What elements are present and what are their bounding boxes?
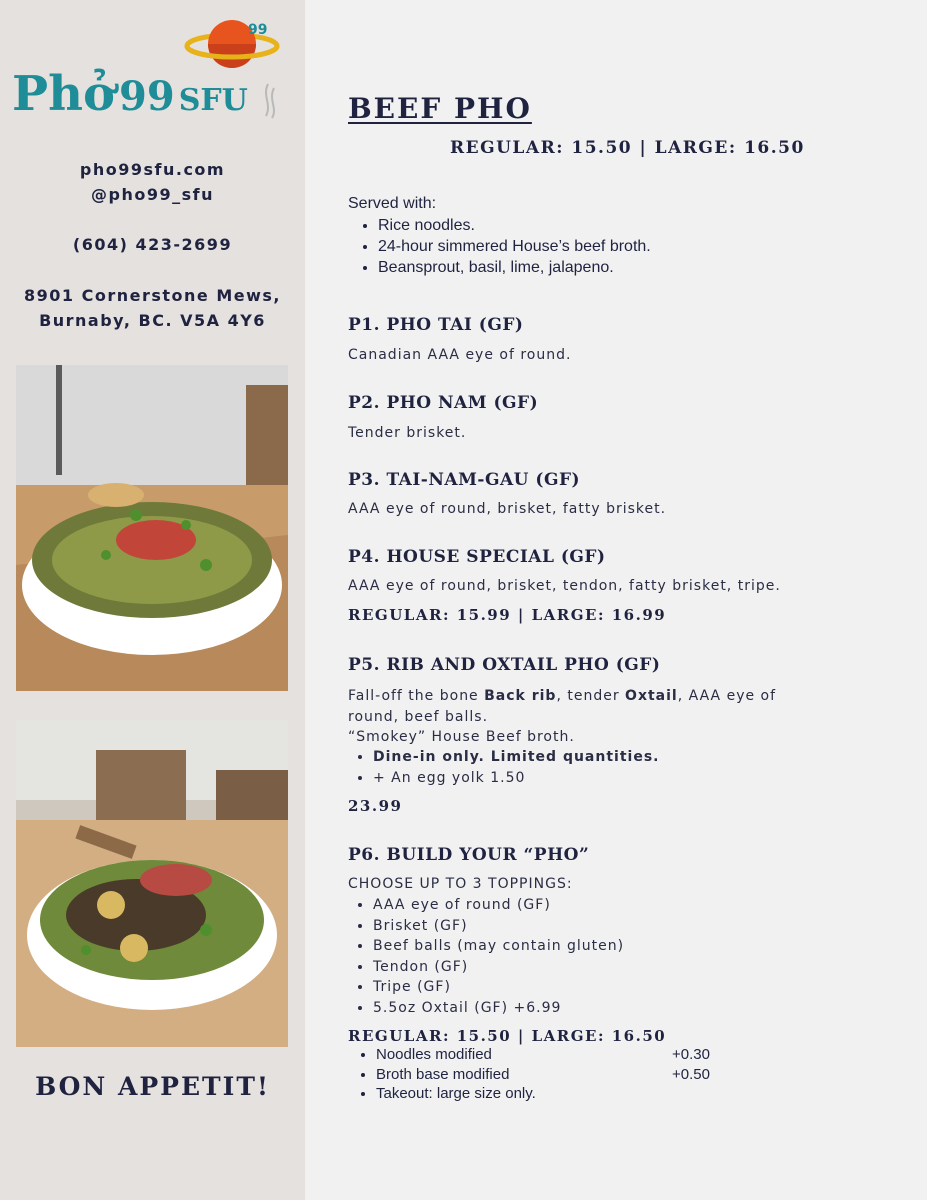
back-rib-emphasis: Back rib	[484, 688, 557, 704]
list-item: • Brisket (GF)	[373, 916, 624, 937]
menu-panel	[305, 0, 927, 1200]
sidebar	[0, 0, 305, 1200]
logo-99: 99	[119, 73, 175, 120]
logo-sfu: SFU	[178, 83, 248, 118]
list-item: • Broth base modified +0.50	[376, 1065, 706, 1085]
item-p1-desc: Canadian AAA eye of round.	[348, 347, 572, 363]
item-p1-title: P1. PHO TAI (GF)	[348, 315, 524, 335]
item-p5-price: 23.99	[348, 797, 403, 815]
oxtail-emphasis: Oxtail	[625, 688, 678, 704]
item-p4-desc: AAA eye of round, brisket, tendon, fatty brisket, tripe.	[348, 578, 781, 594]
bon-appetit: BON APPETIT!	[35, 1072, 270, 1101]
item-p5-title: P5. RIB AND OXTAIL PHO (GF)	[348, 655, 661, 675]
list-item: • Dine-in only. Limited quantities.	[373, 747, 659, 768]
item-p2-desc: Tender brisket.	[348, 425, 467, 441]
list-item: • + An egg yolk 1.50	[373, 768, 659, 789]
item-p6-title: P6. BUILD YOUR “PHO”	[348, 845, 590, 865]
address-line-2: Burnaby, BC. V5A 4Y6	[39, 311, 266, 330]
served-with	[348, 195, 651, 278]
base-price: REGULAR: 15.50 | LARGE: 16.50	[450, 138, 805, 158]
item-p2-title: P2. PHO NAM (GF)	[348, 393, 539, 413]
website: pho99sfu.com	[79, 160, 226, 179]
list-item: • Rice noodles.	[378, 215, 651, 236]
item-p6-modifiers	[348, 1045, 710, 1104]
pho-bowl-photo-1	[16, 365, 288, 691]
social-handle: @pho99_sfu	[91, 185, 214, 204]
item-p5-notes	[348, 747, 659, 788]
list-item: • Takeout: large size only.	[376, 1084, 706, 1104]
list-item: • Beansprout, basil, lime, jalapeno.	[378, 257, 651, 278]
restaurant-logo	[10, 18, 285, 128]
item-p6-price: REGULAR: 15.50 | LARGE: 16.50	[348, 1027, 667, 1045]
item-p6-toppings	[348, 895, 624, 1018]
logo-wordmark	[12, 66, 248, 122]
item-p6-choose: CHOOSE UP TO 3 TOPPINGS:	[348, 876, 573, 892]
list-item: • 5.5oz Oxtail (GF) +6.99	[373, 998, 624, 1019]
list-item: • 24-hour simmered House’s beef broth.	[378, 236, 651, 257]
svg-text:99: 99	[248, 22, 268, 38]
item-p3-title: P3. TAI-NAM-GAU (GF)	[348, 470, 581, 490]
phone-number: (604) 423-2699	[72, 235, 233, 254]
item-p4-title: P4. HOUSE SPECIAL (GF)	[348, 547, 606, 567]
list-item: • Tendon (GF)	[373, 957, 624, 978]
list-item: • Beef balls (may contain gluten)	[373, 936, 624, 957]
item-p4-price: REGULAR: 15.99 | LARGE: 16.99	[348, 606, 667, 624]
pho-bowl-photo-2	[16, 720, 288, 1047]
list-item: • Noodles modified +0.30	[376, 1045, 706, 1065]
item-p3-desc: AAA eye of round, brisket, fatty brisket.	[348, 501, 667, 517]
list-item: • Tripe (GF)	[373, 977, 624, 998]
item-p5-broth: “Smokey” House Beef broth.	[348, 729, 575, 745]
address-line-1: 8901 Cornerstone Mews,	[24, 286, 281, 305]
served-with-list	[348, 215, 651, 278]
served-with-label: Served with:	[348, 195, 437, 212]
logo-pho: Phở	[12, 66, 116, 122]
page-title: BEEF PHO	[348, 92, 532, 125]
list-item: • AAA eye of round (GF)	[373, 895, 624, 916]
item-p5-desc: Fall-off the bone Back rib, tender Oxtail, AAA eye of round, beef balls. “Smokey” House Beef broth.	[348, 688, 777, 745]
